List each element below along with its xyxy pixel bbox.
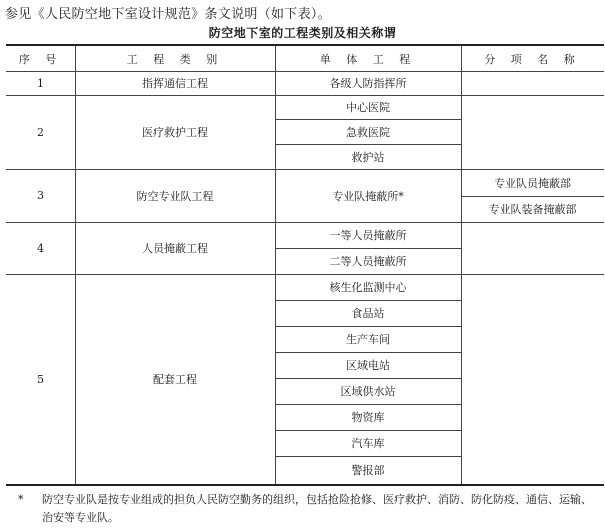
header-cell: 工 程 类 别 (126, 52, 224, 66)
unit-project-cell: 各级人防指挥所 (329, 77, 407, 90)
unit-project-cell: 专业队掩蔽所* (332, 189, 404, 203)
category-cell: 指挥通信工程 (142, 77, 208, 90)
category-cell: 配套工程 (153, 373, 197, 386)
footnote (14, 491, 599, 527)
sequence-number: 3 (37, 189, 44, 202)
sequence-number: 1 (37, 76, 44, 90)
sub-item-cell: 专业队员掩蔽部 (494, 176, 571, 190)
unit-project-cell: 生产车间 (346, 333, 390, 346)
unit-project-cell: 中心医院 (346, 101, 390, 114)
unit-project-cell: 一等人员掩蔽所 (329, 229, 407, 242)
category-cell: 人员掩蔽工程 (142, 242, 208, 255)
category-cell: 防空专业队工程 (136, 189, 214, 203)
sub-item-cell: 专业队装备掩蔽部 (488, 203, 577, 216)
sequence-number: 5 (37, 372, 44, 386)
footnote-text: 防空专业队是按专业组成的担负人民防空勤务的组织，包括抢险抢修、医疗救护、消防、防化防疫、通信、运输、治安等专业队。 (42, 493, 592, 524)
unit-project-cell: 区域电站 (346, 359, 390, 372)
table-caption: 防空地下室的工程类别及相关称谓 (208, 26, 397, 40)
header-cell: 序 号 (18, 52, 63, 66)
column-divider (461, 46, 462, 484)
header-cell: 单 体 工 程 (319, 52, 417, 66)
intro-text: 参见《人民防空地下室设计规范》条文说明（如下表）。 (5, 7, 332, 22)
project-category-table (6, 44, 604, 486)
footnote-mark: * (18, 493, 24, 506)
sequence-number: 2 (37, 125, 44, 139)
unit-project-cell: 救护站 (351, 150, 385, 164)
category-cell: 医疗救护工程 (142, 126, 208, 139)
unit-project-cell: 区域供水站 (340, 385, 396, 398)
unit-project-cell: 食品站 (351, 307, 385, 320)
unit-project-cell: 急救医院 (346, 125, 390, 139)
unit-project-cell: 二等人员掩蔽所 (329, 255, 407, 268)
unit-project-cell: 警报部 (351, 464, 385, 477)
unit-project-cell: 核生化监测中心 (329, 281, 407, 294)
sequence-number: 4 (37, 241, 44, 255)
unit-project-cell: 物资库 (351, 411, 385, 424)
header-cell: 分 项 名 称 (484, 52, 581, 66)
unit-project-cell: 汽车库 (351, 437, 385, 450)
